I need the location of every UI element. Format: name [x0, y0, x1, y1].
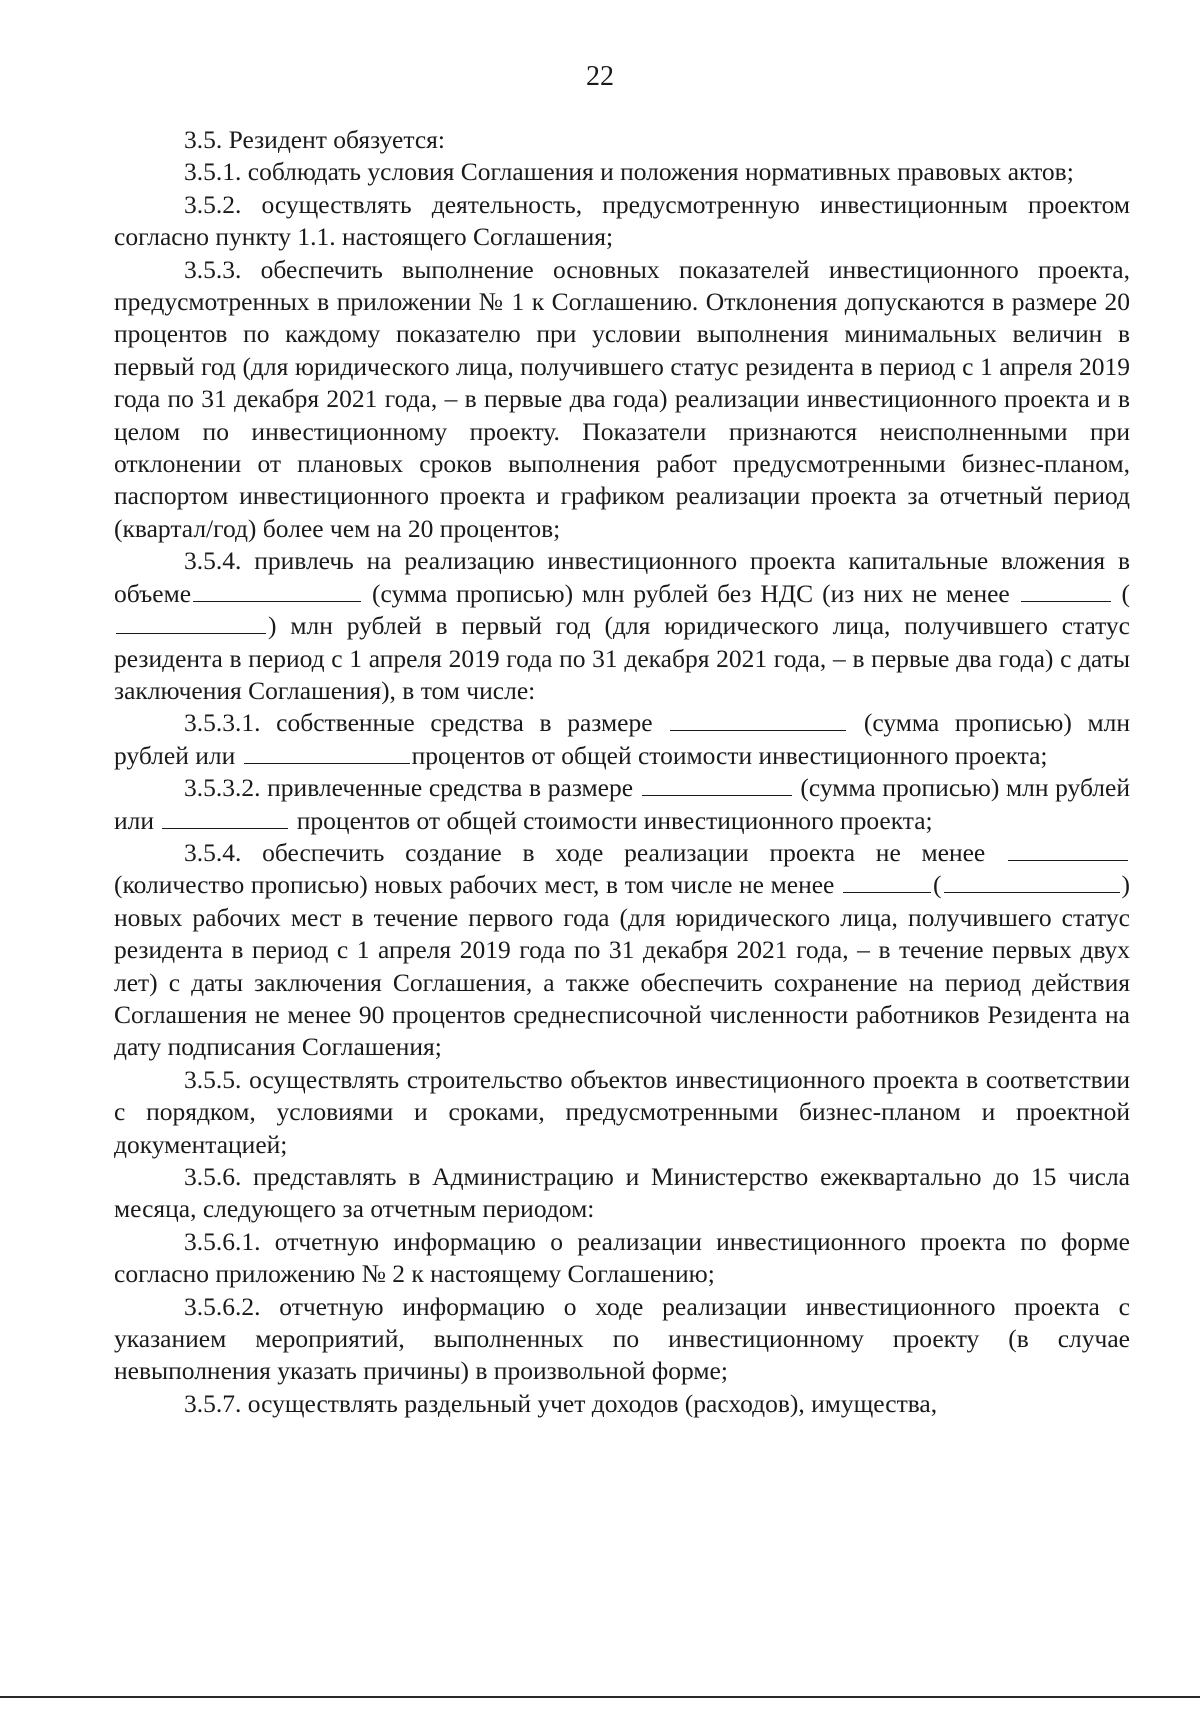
paragraph-text: ) млн рублей в первый год (для юридического лица, получившего статус резидента в период с 1 апреля 2019 года по 31 декабря 2021 года, – в первые два года) с даты заключения Соглашения), в том числе: [114, 611, 1130, 705]
paragraph: 3.5.6. представлять в Администрацию и Министерство ежеквартально до 15 числа месяца, следующего за отчетным периодом: [114, 1162, 1130, 1224]
paragraph-text: 3.5.4. привлечь на реализацию инвестиционного проекта капитальные вложения в объеме [114, 546, 1130, 608]
paragraph: 3.5.3. обеспечить выполнение основных показателей инвестиционного проекта, предусмотренных в приложении № 1 к Соглашению. Отклонения допускаются в размере 20 процентов по каждому показателю при условии выполнения минимальных величин в первый год (для юридического лица, получившего статус резидента в период с 1 апреля 2019 года по 31 декабря 2021 года, – в первые два года) реализации инвестиционного проекта и в целом по инвестиционному проекту. Показатели признаются неисполненными при отклонении от плановых сроков выполнения работ предусмотренными бизнес-планом, паспортом инвестиционного проекта и графиком реализации проекта за отчетный период (квартал/год) более чем на 20 процентов; [114, 254, 1130, 543]
fill-in-blank [193, 579, 361, 602]
paragraph: 3.5.5. осуществлять строительство объектов инвестиционного проекта в соответствии с порядком, условиями и сроками, предусмотренными бизнес-планом и проектной документацией; [114, 1064, 1130, 1159]
fill-in-blank [116, 611, 266, 634]
paragraph: 3.5.1. соблюдать условия Соглашения и положения нормативных правовых актов; [184, 157, 1074, 187]
scan-edge-line [0, 1696, 1200, 1698]
paragraph-text: 3.5.4. обеспечить создание в ходе реализации проекта не менее [184, 837, 986, 867]
paragraph-text: (количество прописью) новых рабочих мест, в том числе не менее [114, 870, 835, 900]
paragraph-text: (сумма прописью) млн рублей или [114, 708, 1131, 770]
paragraph: 3.5.6.2. отчетную информацию о ходе реализации инвестиционного проекта с указанием мероприятий, выполненных по инвестиционному проекту (в случае невыполнения указать причины) в произвольной форме; [114, 1291, 1130, 1386]
paragraph-text: процентов от общей стоимости инвестиционного проекта; [411, 740, 1048, 770]
fill-in-blank [162, 806, 288, 829]
paragraph-text: ( [933, 870, 942, 900]
paragraph-text: процентов от общей стоимости инвестиционного проекта; [296, 805, 933, 835]
paragraph: 3.5.2. осуществлять деятельность, предусмотренную инвестиционным проектом согласно пункту 1.1. настоящего Соглашения; [114, 189, 1130, 252]
document-body [114, 124, 1130, 1420]
paragraph: 3.5.7. осуществлять раздельный учет доходов (расходов), имущества, [184, 1388, 938, 1418]
paragraph-capital-investment [114, 545, 1130, 707]
paragraph-text: ) новых рабочих мест в течение первого года (для юридического лица, получившего статус резидента в период с 1 апреля 2019 года по 31 декабря 2021 года, – в течение первых двух лет) с даты заключения Соглашения, а также обеспечить сохранение на период действия Соглашения не менее 90 процентов среднесписочной численности работников Резидента на дату подписания Соглашения; [114, 870, 1130, 1062]
page-number: 22 [586, 61, 614, 92]
paragraph: 3.5. Резидент обязуется: [184, 125, 445, 154]
paragraph-text: (сумма прописью) млн рублей без НДС (из них не менее [371, 578, 1010, 608]
paragraph-text: 3.5.3.1. собственные средства в размере [184, 708, 653, 738]
paragraph-raised-funds [114, 772, 1130, 837]
paragraph-text: (сумма прописью) млн рублей или [114, 773, 1130, 835]
fill-in-blank [1008, 838, 1128, 861]
fill-in-blank [944, 870, 1120, 893]
paragraph-text: ( [1121, 578, 1131, 608]
fill-in-blank [642, 773, 792, 796]
fill-in-blank [244, 741, 410, 764]
paragraph-text: 3.5.3.2. привлеченные средства в размере [184, 773, 634, 803]
paragraph-own-funds [114, 707, 1130, 772]
fill-in-blank [1021, 579, 1111, 602]
fill-in-blank [670, 708, 846, 731]
paragraph: 3.5.6.1. отчетную информацию о реализации инвестиционного проекта по форме согласно приложению № 2 к настоящему Соглашению; [114, 1226, 1130, 1289]
fill-in-blank [843, 870, 931, 893]
paragraph-jobs [114, 837, 1130, 1064]
